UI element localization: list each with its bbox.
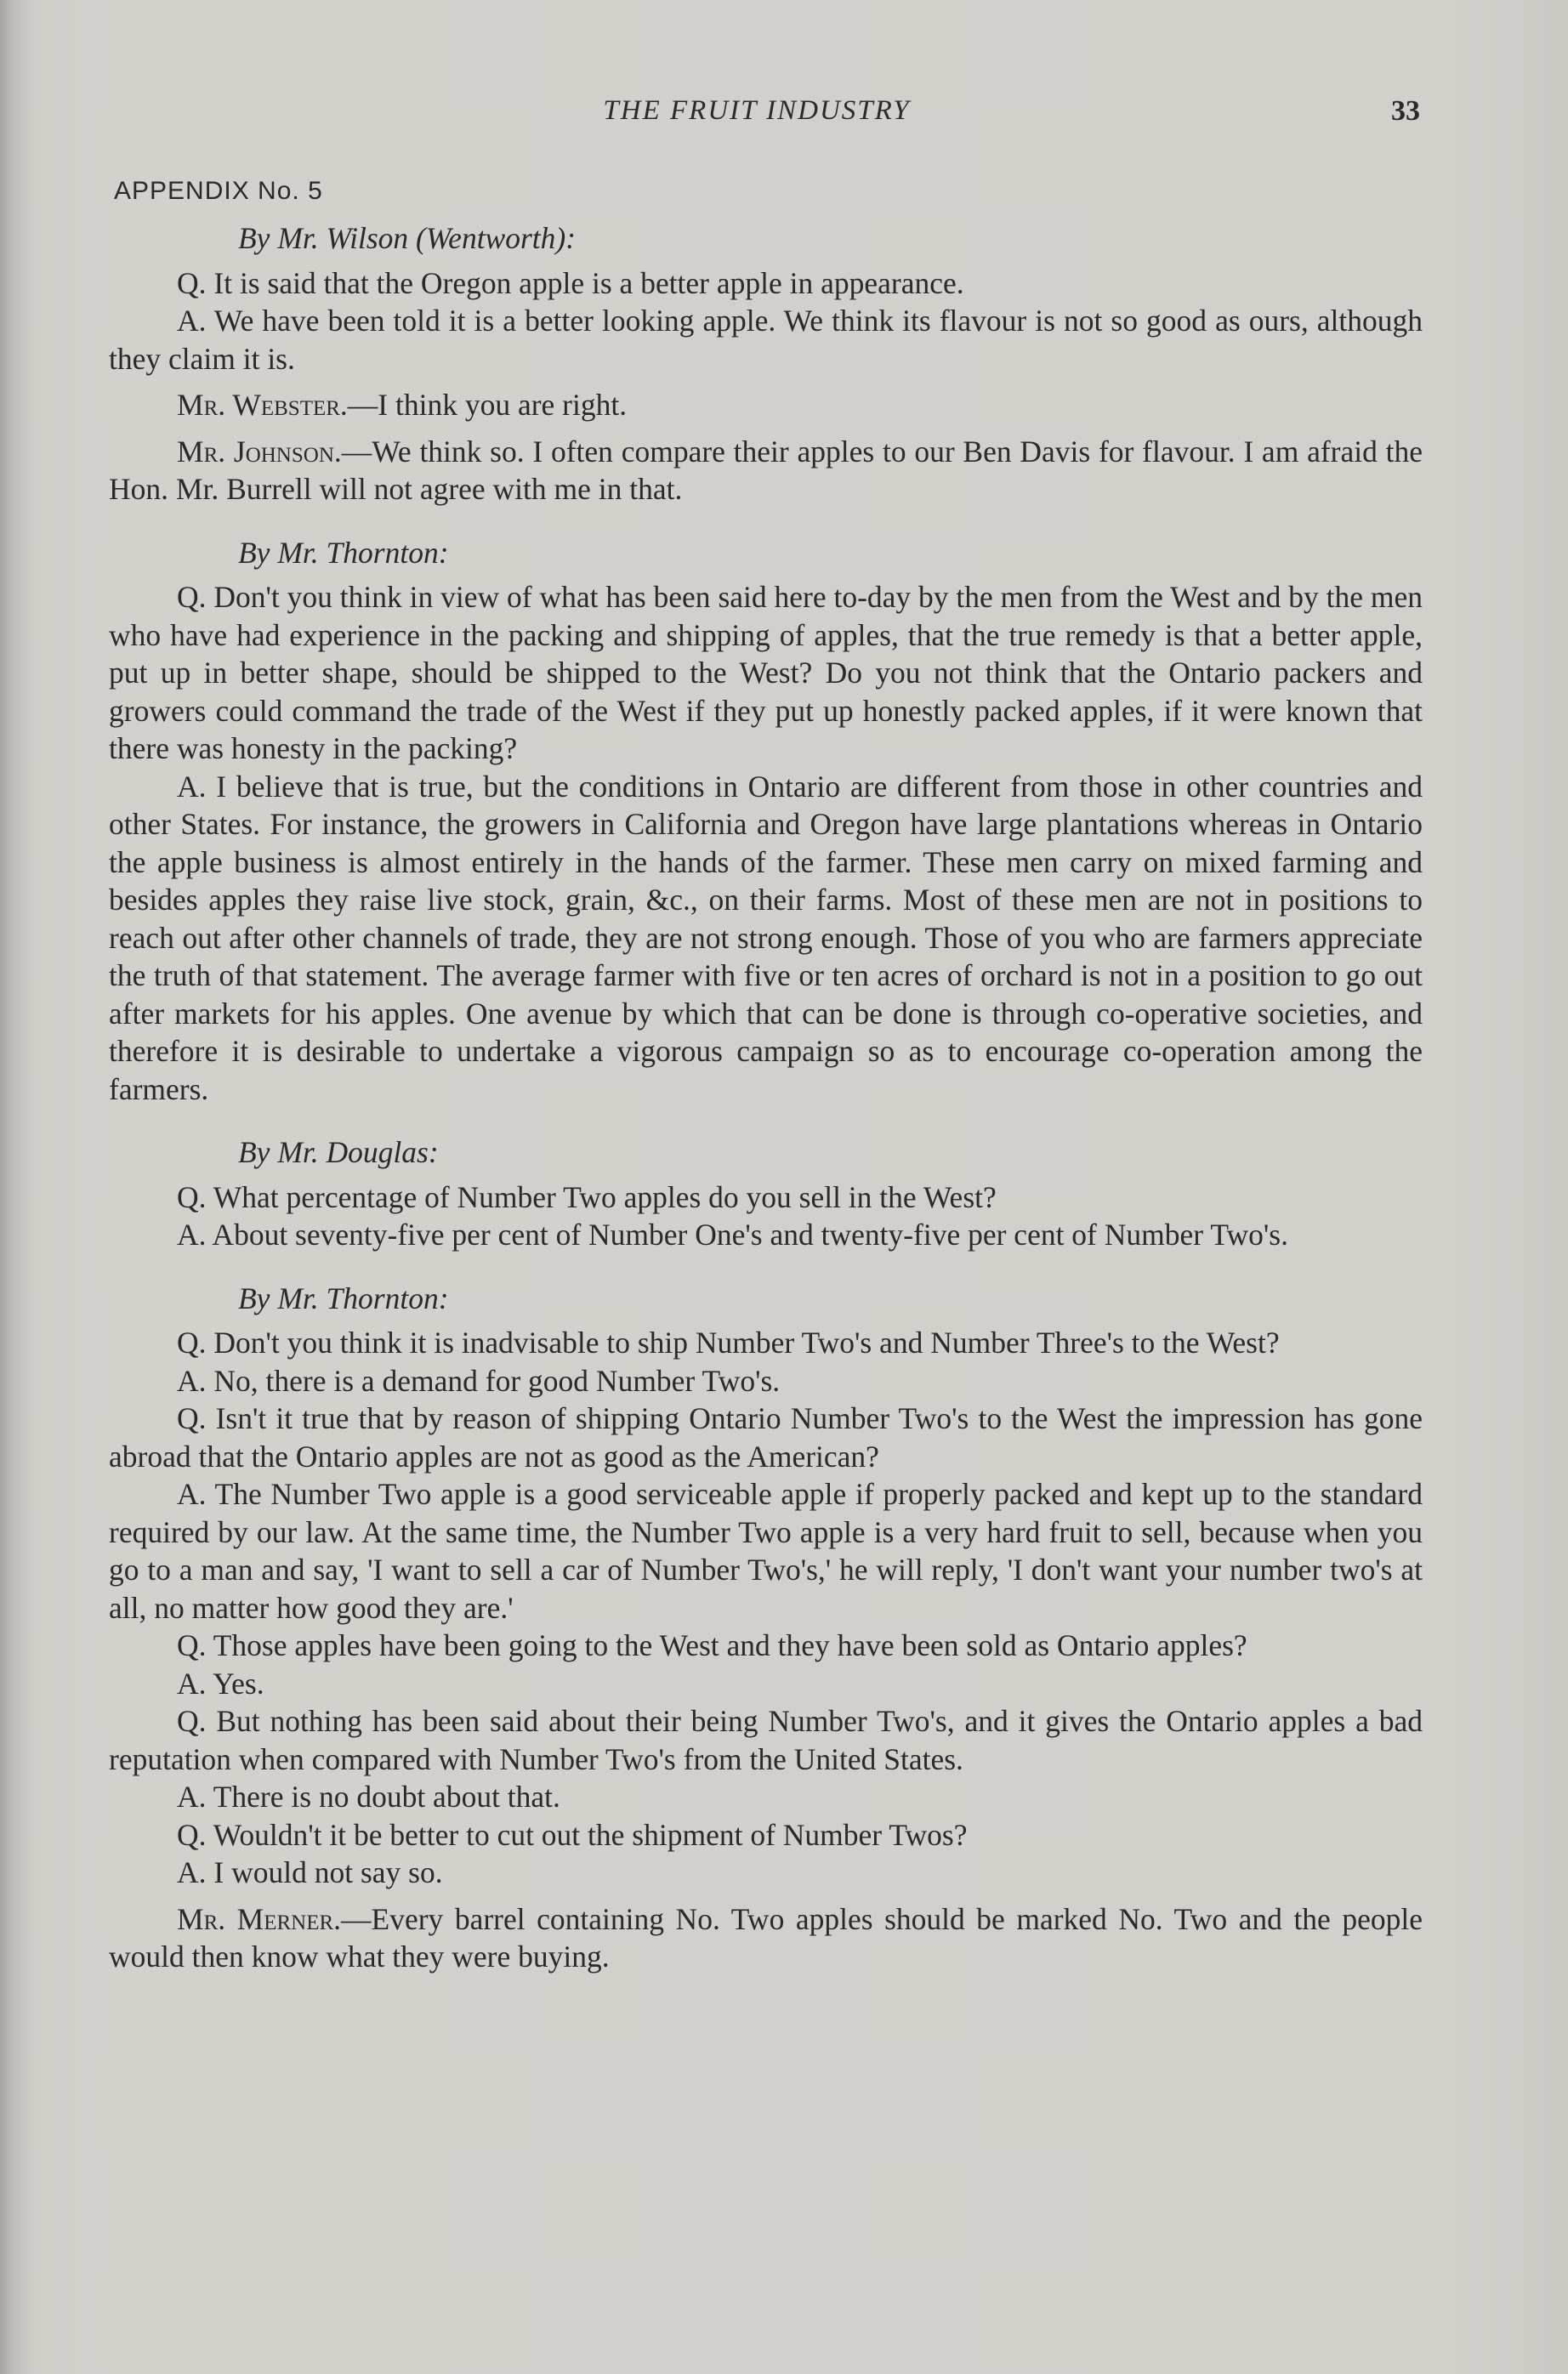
- remark-text: —I think you are right.: [347, 388, 628, 422]
- question-paragraph: Q. It is said that the Oregon apple is a better apple in appearance.: [177, 265, 964, 300]
- speaker-heading: By Mr. Thornton:: [238, 1281, 449, 1315]
- speaker-heading: By Mr. Thornton:: [238, 535, 449, 570]
- question-paragraph: Q. What percentage of Number Two apples do you sell in the West?: [177, 1179, 997, 1214]
- speaker-heading: By Mr. Wilson (Wentworth):: [238, 221, 577, 255]
- question-paragraph: Q. Wouldn't it be better to cut out the shipment of Number Twos?: [177, 1817, 968, 1852]
- speaker-name: Mr. Webster.: [177, 388, 348, 422]
- answer-paragraph: A. About seventy-five per cent of Number One's and twenty-five per cent of Number Two's.: [177, 1218, 1288, 1252]
- question-paragraph: Q. Isn't it true that by reason of shipping Ontario Number Two's to the West the impression has gone abroad that the Ontario apples are not as good as the American?: [109, 1401, 1423, 1474]
- question-paragraph: Q. Don't you think in view of what has been said here to-day by the men from the West and by the men who have had experience in the packing and shipping of apples, that the true remedy is that a better apple, put up in better shape, should be shipped to the West? Do you not think that the Ontario packers and growers could command the trade of the West if they put up honestly packed apples, if it were known that there was honesty in the packing?: [109, 580, 1423, 765]
- answer-paragraph: A. I would not say so.: [177, 1855, 443, 1889]
- appendix-label: APPENDIX No. 5: [114, 177, 323, 205]
- page-header: [0, 95, 1568, 138]
- question-paragraph: Q. Don't you think it is inadvisable to ship Number Two's and Number Three's to the West?: [177, 1326, 1280, 1360]
- speaker-heading: By Mr. Douglas:: [238, 1135, 439, 1169]
- running-title: THE FRUIT INDUSTRY: [603, 95, 911, 126]
- answer-paragraph: A. Yes.: [177, 1666, 264, 1701]
- speaker-name: Mr. Merner.: [177, 1901, 342, 1936]
- remark-paragraph: [109, 433, 1423, 508]
- answer-paragraph: A. The Number Two apple is a good serviceable apple if properly packed and kept up to the standard required by our law. At the same time, the Number Two apple is a very hard fruit to sell, because when you go to a man and say, 'I want to sell a car of Number Two's,' he will reply, 'I don't want your number two's at all, no matter how good they are.': [109, 1477, 1423, 1625]
- question-paragraph: Q. But nothing has been said about their being Number Two's, and it gives the Ontario apples a bad reputation when compared with Number Two's from the United States.: [109, 1704, 1423, 1776]
- speaker-name: Mr. Johnson.: [177, 434, 342, 469]
- transcript-body: [109, 219, 1423, 1976]
- remark-paragraph: [109, 386, 1423, 424]
- remark-text: —Every barrel containing No. Two apples should be marked No. Two and the people would then know what they were buying.: [109, 1901, 1423, 1974]
- remark-text: —We think so. I often compare their apples to our Ben Davis for flavour. I am afraid the Hon. Mr. Burrell will not agree with me in that.: [109, 434, 1423, 506]
- remark-paragraph: [109, 1900, 1423, 1976]
- answer-paragraph: A. No, there is a demand for good Number Two's.: [177, 1363, 781, 1398]
- answer-paragraph: A. I believe that is true, but the conditions in Ontario are different from those in other countries and other States. For instance, the growers in California and Oregon have large plantations whereas in Ontario the apple business is almost entirely in the hands of the farmer. These men carry on mixed farming and besides apples they raise live stock, grain, &c., on their farms. Most of these men are not in positions to reach out after other channels of trade, they are not strong enough. Those of you who are farmers appreciate the truth of that statement. The average farmer with five or ten acres of orchard is not in a position to go out after markets for his apples. One avenue by which that can be done is through co-operative societies, and therefore it is desirable to undertake a vigorous campaign so as to encourage co-operation among the farmers.: [109, 769, 1423, 1106]
- question-paragraph: Q. Those apples have been going to the West and they have been sold as Ontario apples?: [177, 1628, 1247, 1662]
- page-number: 33: [1391, 95, 1420, 127]
- answer-paragraph: A. We have been told it is a better looking apple. We think its flavour is not so good as ours, although they claim it is.: [109, 304, 1423, 376]
- answer-paragraph: A. There is no doubt about that.: [177, 1780, 560, 1814]
